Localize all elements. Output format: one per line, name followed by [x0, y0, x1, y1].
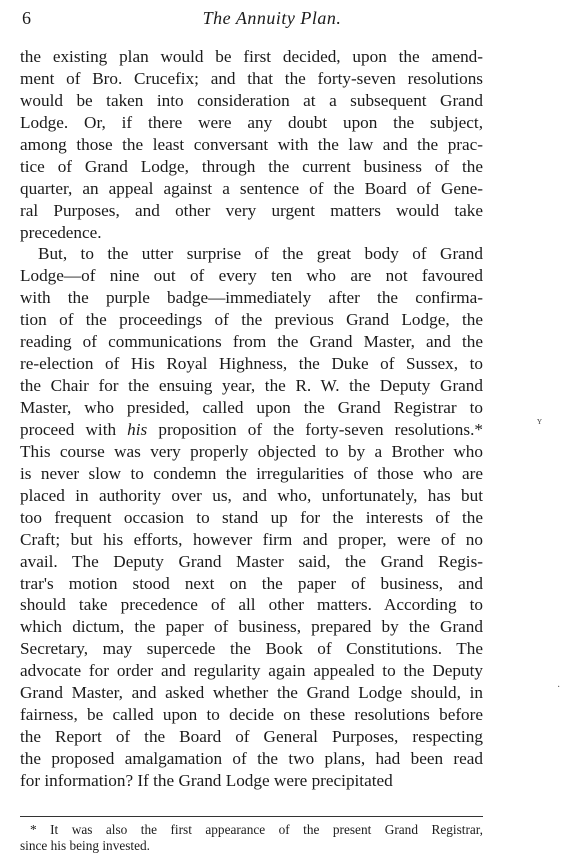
- text-line: Grand Master, and asked whether the Grand Lodge should, in: [20, 683, 483, 703]
- text-line: should take precedence of all other matters. According to: [20, 595, 483, 615]
- text-line: advocate for order and regularity again appealed to the Deputy: [20, 661, 483, 681]
- page-header: [22, 8, 522, 32]
- text-line: avail. The Deputy Grand Master said, the Grand Regis-: [20, 551, 483, 571]
- text-line: fairness, be called upon to decide on these resolutions before: [20, 705, 483, 725]
- text-line: ral Purposes, and other very urgent matters would take: [20, 200, 483, 220]
- footnote-rule: [20, 816, 483, 817]
- text-line: But, to the utter surprise of the great body of Grand: [38, 244, 483, 264]
- text-line: Secretary, may supercede the Book of Constitutions. The: [20, 639, 483, 659]
- text-line: precedence.: [20, 222, 102, 242]
- footnote: [20, 822, 483, 854]
- margin-mark: ʏ: [537, 416, 542, 427]
- text-line: the Chair for the ensuing year, the R. W. the Deputy Grand: [20, 376, 483, 396]
- text-line: Lodge—of nine out of every ten who are not favoured: [20, 266, 483, 286]
- text-line: which dictum, the paper of business, prepared by the Grand: [20, 617, 483, 637]
- text-line: ment of Bro. Crucefix; and that the forty-seven resolutions: [20, 68, 483, 88]
- text-line: Lodge. Or, if there were any doubt upon the subject,: [20, 112, 483, 132]
- text-line: placed in authority over us, and who, unfortunately, has but: [20, 485, 483, 505]
- text-line: Craft; but his efforts, however firm and proper, were of no: [20, 529, 483, 549]
- text-line: quarter, an appeal against a sentence of the Board of Gene-: [20, 178, 483, 198]
- text-line: among those the least conversant with the law and the prac-: [20, 134, 483, 154]
- text-line: too frequent occasion to stand up for the interests of the: [20, 507, 483, 527]
- text-line: proceed with his proposition of the forty-seven resolutions.*: [20, 419, 483, 439]
- footnote-line: * It was also the first appearance of the present Grand Registrar,: [30, 822, 483, 837]
- running-title: The Annuity Plan.: [202, 8, 342, 28]
- text-line: tice of Grand Lodge, through the current business of the: [20, 156, 483, 176]
- text-line: This course was very properly objected to by a Brother who: [20, 441, 483, 461]
- text-line: reading of communications from the Grand Master, and the: [20, 332, 483, 352]
- margin-mark: ·: [557, 682, 561, 693]
- text-line: re-election of His Royal Highness, the Duke of Sussex, to: [20, 354, 483, 374]
- text-line: the existing plan would be first decided, upon the amend-: [20, 47, 483, 66]
- text-line: for information? If the Grand Lodge were precipitated: [20, 770, 393, 790]
- body-text: [20, 46, 483, 792]
- text-line: Master, who presided, called upon the Grand Registrar to: [20, 398, 483, 417]
- text-line: would be taken into consideration at a subsequent Grand: [20, 90, 483, 110]
- page-number: 6: [22, 8, 31, 28]
- text-line: the Report of the Board of General Purposes, respecting: [20, 727, 483, 747]
- text-line: the proposed amalgamation of the two plans, had been read: [20, 749, 483, 768]
- footnote-line: since his being invested.: [20, 838, 150, 853]
- text-line: trar's motion stood next on the paper of business, and: [20, 573, 483, 593]
- text-line: tion of the proceedings of the previous Grand Lodge, the: [20, 310, 483, 330]
- text-line: with the purple badge—immediately after the confirma-: [20, 288, 483, 308]
- text-line: is never slow to condemn the irregularities of those who are: [20, 463, 483, 483]
